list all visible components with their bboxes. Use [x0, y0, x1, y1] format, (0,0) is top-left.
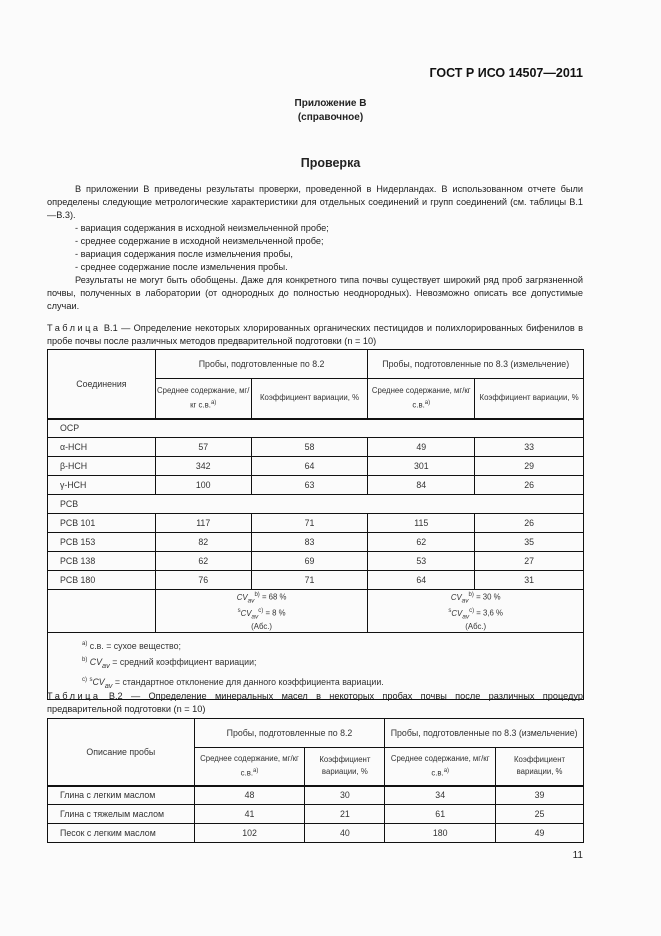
table2-cell: 39	[496, 786, 584, 805]
table1-sub-cv: Коэффициент вариации, %	[475, 379, 584, 419]
table1-caption-text: В.1 — Определение некоторых хлорированных органических пестицидов и полихлорированных бифенилов в пробе почвы после различных методов предварительной подготовки (n = 10)	[47, 323, 583, 346]
table2-sub-cv: Коэффициент вариации, %	[305, 748, 385, 786]
table1-cell: 26	[475, 476, 584, 495]
table2-cell: 34	[385, 786, 496, 805]
section-title: Проверка	[300, 156, 361, 170]
table1-cell: 71	[251, 571, 368, 590]
table1-row-name: PCB 180	[48, 571, 156, 590]
table1-group-8-3: Пробы, подготовленные по 8.3 (измельчение)	[368, 350, 584, 379]
table2-cell: 40	[305, 824, 385, 843]
table1-cell: 27	[475, 552, 584, 571]
table1-group-row: PCB	[48, 495, 584, 514]
table1-cell: 100	[155, 476, 251, 495]
table1-summary-empty	[48, 590, 156, 633]
table2-label: Таблица	[47, 691, 101, 701]
table1-caption	[47, 322, 583, 348]
table2-cell: 30	[305, 786, 385, 805]
table1-cell: 57	[155, 438, 251, 457]
table2-sub-mean: Среднее содержание, мг/кг с.в.$^{a)}$	[194, 748, 305, 786]
table1-cell: 33	[475, 438, 584, 457]
table1-cell: 76	[155, 571, 251, 590]
table1-cell: 69	[251, 552, 368, 571]
table1-sub-mean: Среднее содержание, мг/кг с.в.$^{a)}$	[155, 379, 251, 419]
table1-sub-mean: Среднее содержание, мг/кг с.в.$^{a)}$	[368, 379, 475, 419]
intro-bullet: - среднее содержание после измельчения пробы.	[75, 262, 288, 272]
table1-cell: 49	[368, 438, 475, 457]
table1-cell: 301	[368, 457, 475, 476]
table1-sub-cv: Коэффициент вариации, %	[251, 379, 368, 419]
table1-label: Таблица	[47, 323, 101, 333]
table2-row-name: Песок с легким маслом	[48, 824, 195, 843]
table1-cell: 84	[368, 476, 475, 495]
intro-bullet: - вариация содержания после измельчения пробы,	[75, 249, 293, 259]
table1	[47, 349, 584, 700]
annex-heading	[0, 97, 661, 125]
table1-cell: 83	[251, 533, 368, 552]
annex-title: Приложение В	[294, 98, 367, 109]
annex-subtitle: (справочное)	[297, 112, 364, 123]
table1-col-compounds: Соединения	[48, 350, 156, 419]
table1-cell: 58	[251, 438, 368, 457]
table1-cell: 342	[155, 457, 251, 476]
table1-cell: 26	[475, 514, 584, 533]
table1-group-row: OCP	[48, 419, 584, 438]
intro-bullet: - вариация содержания в исходной неизмельченной пробе;	[75, 223, 329, 233]
table1-cell: 35	[475, 533, 584, 552]
table1-cell: 115	[368, 514, 475, 533]
intro-paragraph-2: Результаты не могут быть обобщены. Даже для конкретного типа почвы существует широкий ряд проб загрязненной почвы, полученных в лаборатории (от однородных до полностью неоднородных). Невозможно описать все допустимые случаи.	[47, 275, 583, 311]
table2-cell: 61	[385, 805, 496, 824]
table2-group-8-3: Пробы, подготовленные по 8.3 (измельчение)	[385, 719, 584, 748]
table1-cell: 117	[155, 514, 251, 533]
table1-cell: 29	[475, 457, 584, 476]
table2-sub-cv: Коэффициент вариации, %	[496, 748, 584, 786]
table2-caption-text: В.2 — Определение минеральных масел в некоторых пробах почвы после различных процедур предварительной подготовки (n = 10)	[47, 691, 583, 714]
table2-col-description: Описание пробы	[48, 719, 195, 786]
table2-cell: 180	[385, 824, 496, 843]
table1-group-8-2: Пробы, подготовленные по 8.2	[155, 350, 368, 379]
document-id-header: ГОСТ Р ИСО 14507—2011	[429, 66, 583, 80]
table2-row-name: Глина с тяжелым маслом	[48, 805, 195, 824]
table1-cell: 63	[251, 476, 368, 495]
table1-summary-8-3: $CV_{av}^{b)} = 30$ % $^sCV_{av}^{c)} = 3,6$ % (Абс.)	[368, 590, 584, 633]
table1-cell: 53	[368, 552, 475, 571]
table1-cell: 71	[251, 514, 368, 533]
footnote-a: $^{a)}$ с.в. = сухое вещество;	[82, 641, 181, 652]
table2-cell: 49	[496, 824, 584, 843]
table1-row-name: PCB 101	[48, 514, 156, 533]
table1-row-name: PCB 153	[48, 533, 156, 552]
table2-cell: 41	[194, 805, 305, 824]
table1-cell: 31	[475, 571, 584, 590]
table2-cell: 48	[194, 786, 305, 805]
table2-row-name: Глина с легким маслом	[48, 786, 195, 805]
table2	[47, 718, 584, 843]
table1-cell: 82	[155, 533, 251, 552]
table1-row-name: α-HCH	[48, 438, 156, 457]
table1-row-name: PCB 138	[48, 552, 156, 571]
intro-text	[47, 183, 583, 313]
table1-summary-8-2: $CV_{av}^{b)} = 68$ % $^sCV_{av}^{c)} = 8$ % (Абс.)	[155, 590, 368, 633]
table2-sub-mean: Среднее содержание, мг/кг с.в.$^{a)}$	[385, 748, 496, 786]
table2-group-8-2: Пробы, подготовленные по 8.2	[194, 719, 385, 748]
table2-caption	[47, 690, 583, 716]
table1-row-name: γ-HCH	[48, 476, 156, 495]
footnote-b: $^{b)}$ $CV_{av}$ = средний коэффициент вариации;	[82, 657, 257, 670]
footnote-c: $^{c)}$ $^sCV_{av}$ = стандартное отклонение для данного коэффициента вариации.	[82, 676, 384, 690]
table1-cell: 64	[251, 457, 368, 476]
intro-bullet: - среднее содержание в исходной неизмельченной пробе;	[75, 236, 324, 246]
table1-cell: 64	[368, 571, 475, 590]
table2-cell: 21	[305, 805, 385, 824]
table2-cell: 25	[496, 805, 584, 824]
page-number: 11	[572, 850, 583, 861]
table1-row-name: β-HCH	[48, 457, 156, 476]
table1-cell: 62	[155, 552, 251, 571]
intro-paragraph-1: В приложении В приведены результаты проверки, проведенной в Нидерландах. В использованном отчете были определены следующие метрологические характеристики для отдельных соединений и групп соединений (см. таблицы В.1—В.3).	[47, 184, 583, 220]
table1-cell: 62	[368, 533, 475, 552]
table2-cell: 102	[194, 824, 305, 843]
